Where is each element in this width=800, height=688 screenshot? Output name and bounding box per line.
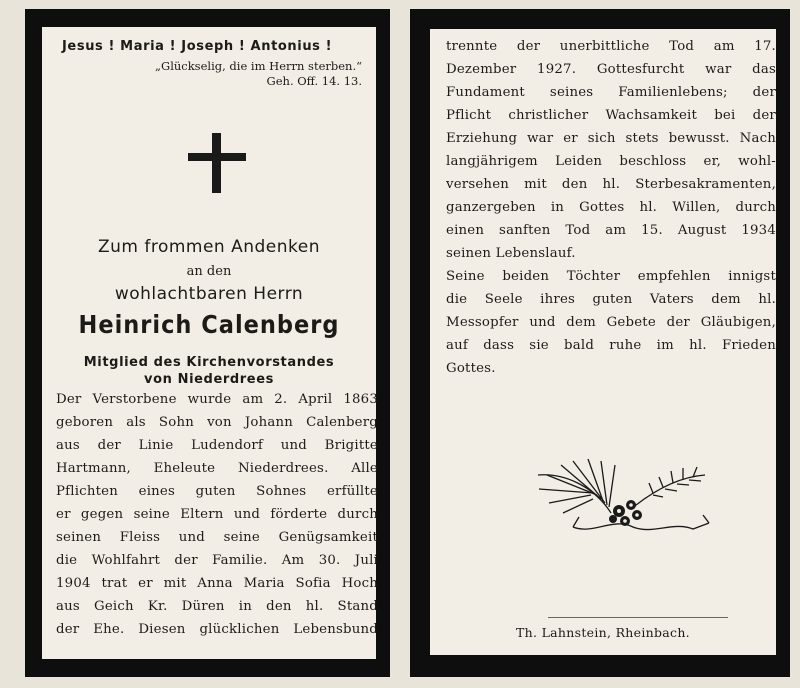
bio-line: aus der Linie Ludendorf und Brigitte: [56, 438, 378, 453]
text-line: auf dass sie bald ruhe im hl. Frieden: [446, 338, 776, 353]
verse-quote: „Glückselig, die im Herrn sterben.“: [155, 59, 362, 73]
left-card: [25, 9, 390, 677]
right-card-paper: [430, 29, 776, 655]
footer-divider: [548, 617, 728, 618]
bio-line: Pflichten eines guten Sohnes erfüllte: [56, 484, 378, 499]
verse-reference: Geh. Off. 14. 13.: [266, 74, 362, 88]
deceased-name: Heinrich Calenberg: [78, 310, 340, 339]
text-line: Gottes.: [446, 361, 496, 376]
bio-line: Hartmann, Eheleute Niederdrees. Alle: [56, 461, 378, 476]
left-card-paper: [42, 27, 376, 659]
role-line-2: von Niederdrees: [144, 372, 274, 387]
memorial-an-den: an den: [186, 264, 232, 279]
bio-line: die Wohlfahrt der Familie. Am 30. Juli: [56, 553, 378, 568]
bio-line: 1904 trat er mit Anna Maria Sofia Hoch: [56, 576, 378, 591]
invocation: Jesus ! Maria ! Joseph ! Antonius !: [62, 39, 333, 54]
right-card: [410, 9, 790, 677]
bio-line: aus Geich Kr. Düren in den hl. Stand: [56, 599, 378, 614]
bio-line: der Ehe. Diesen glücklichen Lebensbund: [56, 622, 378, 637]
text-line: Seine beiden Töchter empfehlen innigst: [446, 269, 776, 284]
text-line: trennte der unerbittliche Tod am 17.: [446, 39, 776, 54]
text-line: einen sanften Tod am 15. August 1934: [446, 223, 776, 238]
printer-imprint: Th. Lahnstein, Rheinbach.: [516, 625, 690, 640]
memorial-heading: Zum frommen Andenken: [97, 237, 321, 257]
bio-line: geboren als Sohn von Johann Calenberg: [56, 415, 378, 430]
bio-line: Der Verstorbene wurde am 2. April 1863: [56, 392, 378, 407]
bio-line: er gegen seine Eltern und förderte durch: [56, 507, 378, 522]
palm-wreath-icon: [533, 455, 713, 535]
text-line: Pflicht christlicher Wachsamkeit bei der: [446, 108, 776, 123]
role-line-1: Mitglied des Kirchenvorstandes: [83, 355, 335, 370]
text-line: seinen Lebenslauf.: [446, 246, 576, 261]
cross-icon: [188, 133, 246, 193]
text-line: Messopfer und dem Gebete der Gläubigen,: [446, 315, 776, 330]
text-line: langjährigem Leiden beschloss er, wohl-: [446, 154, 776, 169]
text-line: Dezember 1927. Gottesfurcht war das: [446, 62, 776, 77]
text-line: ganzergeben in Gottes hl. Willen, durch: [446, 200, 776, 215]
text-line: Fundament seines Familienlebens; der: [446, 85, 776, 100]
text-line: Erziehung war er sich stets bewusst. Nach: [446, 131, 776, 146]
text-line: versehen mit den hl. Sterbesakramenten,: [446, 177, 776, 192]
text-line: die Seele ihres guten Vaters dem hl.: [446, 292, 776, 307]
bio-line: seinen Fleiss und seine Genügsamkeit: [56, 530, 378, 545]
memorial-herrn: wohlachtbaren Herrn: [114, 284, 304, 304]
